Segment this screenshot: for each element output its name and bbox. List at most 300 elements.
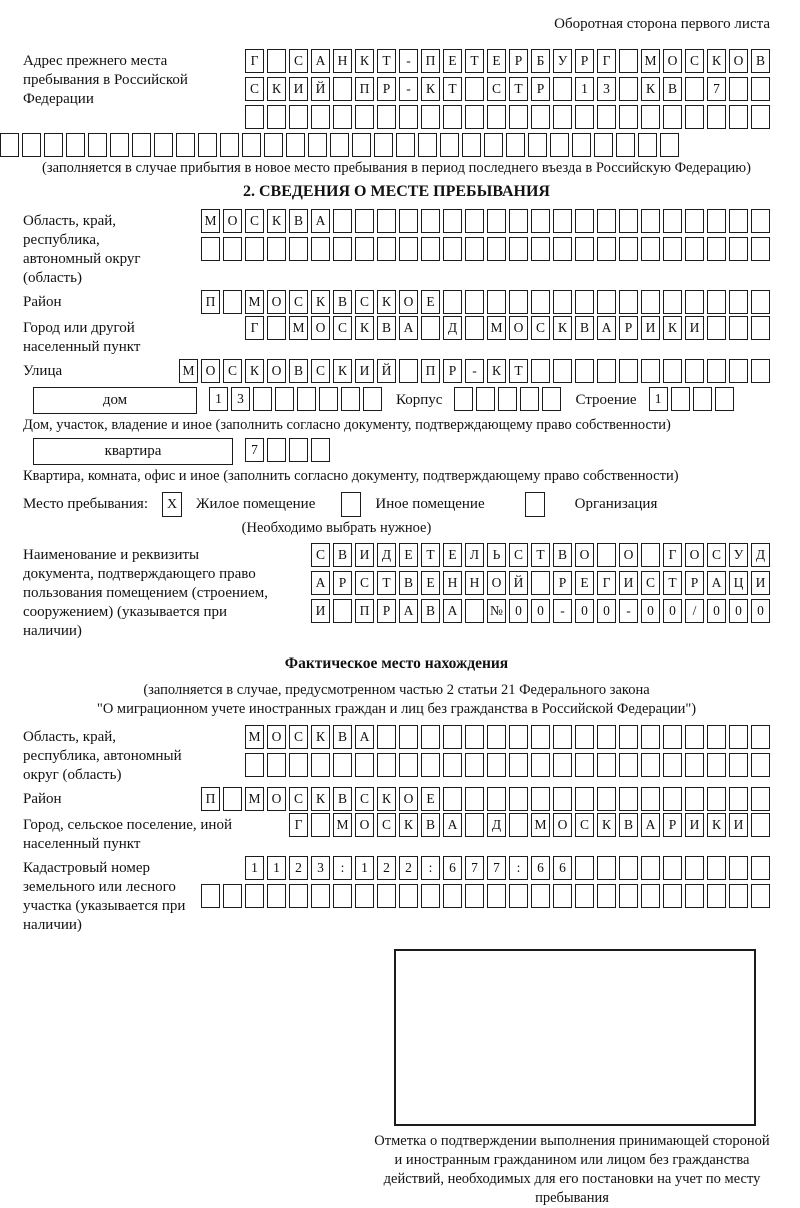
char-cell[interactable] [671, 387, 690, 411]
char-cell[interactable]: 6 [531, 856, 550, 880]
char-cell[interactable] [311, 884, 330, 908]
char-cell[interactable]: 3 [231, 387, 250, 411]
char-cell[interactable] [575, 237, 594, 261]
char-cell[interactable] [399, 237, 418, 261]
char-cell[interactable] [751, 105, 770, 129]
char-cell[interactable]: - [619, 599, 638, 623]
stay-type-residential-checkbox[interactable]: X [162, 492, 182, 517]
char-cell[interactable] [729, 787, 748, 811]
street-cells[interactable] [179, 359, 770, 383]
char-cell[interactable]: 7 [245, 438, 264, 462]
char-cell[interactable] [399, 105, 418, 129]
char-cell[interactable]: В [289, 209, 308, 233]
char-cell[interactable] [751, 316, 770, 340]
char-cell[interactable] [223, 787, 242, 811]
char-cell[interactable]: М [333, 813, 352, 837]
char-cell[interactable] [685, 884, 704, 908]
char-cell[interactable] [619, 77, 638, 101]
char-cell[interactable]: О [509, 316, 528, 340]
char-cell[interactable]: С [289, 725, 308, 749]
char-cell[interactable] [242, 133, 261, 157]
char-cell[interactable] [333, 884, 352, 908]
char-cell[interactable] [399, 725, 418, 749]
char-cell[interactable] [685, 787, 704, 811]
char-cell[interactable]: 0 [575, 599, 594, 623]
char-cell[interactable] [374, 133, 393, 157]
char-cell[interactable]: 1 [575, 77, 594, 101]
char-cell[interactable] [465, 237, 484, 261]
char-cell[interactable] [597, 105, 616, 129]
char-cell[interactable]: М [245, 725, 264, 749]
char-cell[interactable]: 7 [487, 856, 506, 880]
char-cell[interactable]: Г [597, 571, 616, 595]
char-cell[interactable]: 1 [209, 387, 228, 411]
char-cell[interactable] [377, 725, 396, 749]
char-cell[interactable] [487, 787, 506, 811]
char-cell[interactable] [465, 209, 484, 233]
char-cell[interactable]: С [355, 571, 374, 595]
char-cell[interactable] [575, 884, 594, 908]
char-cell[interactable]: В [289, 359, 308, 383]
korpus-cells[interactable] [454, 387, 561, 411]
char-cell[interactable] [421, 316, 440, 340]
char-cell[interactable] [465, 813, 484, 837]
char-cell[interactable]: 2 [289, 856, 308, 880]
char-cell[interactable]: Б [531, 49, 550, 73]
char-cell[interactable] [421, 884, 440, 908]
char-cell[interactable] [553, 725, 572, 749]
char-cell[interactable] [132, 133, 151, 157]
char-cell[interactable]: В [421, 813, 440, 837]
char-cell[interactable] [198, 133, 217, 157]
char-cell[interactable]: О [685, 543, 704, 567]
char-cell[interactable] [465, 753, 484, 777]
prev-address-line-1[interactable] [245, 49, 770, 73]
char-cell[interactable]: И [355, 543, 374, 567]
char-cell[interactable]: Е [421, 787, 440, 811]
char-cell[interactable] [597, 725, 616, 749]
char-cell[interactable] [88, 133, 107, 157]
char-cell[interactable]: Ц [729, 571, 748, 595]
char-cell[interactable]: 0 [509, 599, 528, 623]
char-cell[interactable] [553, 77, 572, 101]
char-cell[interactable]: А [707, 571, 726, 595]
char-cell[interactable] [377, 237, 396, 261]
char-cell[interactable] [245, 753, 264, 777]
char-cell[interactable] [267, 753, 286, 777]
char-cell[interactable] [311, 237, 330, 261]
char-cell[interactable]: Г [245, 49, 264, 73]
char-cell[interactable]: И [619, 571, 638, 595]
char-cell[interactable]: О [223, 209, 242, 233]
char-cell[interactable] [575, 209, 594, 233]
prev-address-line-3[interactable] [245, 105, 770, 129]
char-cell[interactable]: К [487, 359, 506, 383]
char-cell[interactable] [465, 725, 484, 749]
char-cell[interactable] [267, 105, 286, 129]
char-cell[interactable] [333, 209, 352, 233]
char-cell[interactable] [0, 133, 19, 157]
char-cell[interactable] [418, 133, 437, 157]
char-cell[interactable]: А [443, 813, 462, 837]
char-cell[interactable]: М [245, 787, 264, 811]
char-cell[interactable] [751, 884, 770, 908]
char-cell[interactable] [715, 387, 734, 411]
char-cell[interactable]: Н [333, 49, 352, 73]
actual-region-line-2[interactable] [245, 753, 770, 777]
char-cell[interactable] [751, 209, 770, 233]
char-cell[interactable] [707, 316, 726, 340]
char-cell[interactable]: 1 [245, 856, 264, 880]
char-cell[interactable] [421, 725, 440, 749]
char-cell[interactable]: 0 [707, 599, 726, 623]
char-cell[interactable]: Д [487, 813, 506, 837]
char-cell[interactable] [751, 753, 770, 777]
char-cell[interactable]: С [509, 543, 528, 567]
char-cell[interactable] [509, 209, 528, 233]
char-cell[interactable] [377, 209, 396, 233]
char-cell[interactable]: А [641, 813, 660, 837]
stay-type-other-checkbox[interactable] [341, 492, 361, 517]
char-cell[interactable] [553, 753, 572, 777]
char-cell[interactable]: М [641, 49, 660, 73]
char-cell[interactable] [333, 599, 352, 623]
char-cell[interactable]: К [597, 813, 616, 837]
document-line-1[interactable] [311, 543, 770, 567]
char-cell[interactable] [685, 105, 704, 129]
char-cell[interactable] [597, 209, 616, 233]
char-cell[interactable] [729, 316, 748, 340]
char-cell[interactable] [487, 209, 506, 233]
char-cell[interactable] [597, 359, 616, 383]
char-cell[interactable] [509, 753, 528, 777]
char-cell[interactable]: О [663, 49, 682, 73]
char-cell[interactable]: Т [377, 49, 396, 73]
char-cell[interactable] [619, 359, 638, 383]
char-cell[interactable]: К [553, 316, 572, 340]
char-cell[interactable] [575, 856, 594, 880]
char-cell[interactable] [443, 725, 462, 749]
char-cell[interactable] [509, 813, 528, 837]
char-cell[interactable] [751, 856, 770, 880]
char-cell[interactable] [311, 753, 330, 777]
char-cell[interactable] [220, 133, 239, 157]
char-cell[interactable] [465, 290, 484, 314]
char-cell[interactable] [597, 787, 616, 811]
char-cell[interactable] [223, 237, 242, 261]
char-cell[interactable] [443, 787, 462, 811]
char-cell[interactable]: С [707, 543, 726, 567]
char-cell[interactable]: Т [509, 77, 528, 101]
char-cell[interactable]: 6 [443, 856, 462, 880]
char-cell[interactable] [663, 753, 682, 777]
char-cell[interactable]: Ь [487, 543, 506, 567]
char-cell[interactable] [531, 105, 550, 129]
char-cell[interactable] [685, 237, 704, 261]
char-cell[interactable]: С [245, 209, 264, 233]
prev-address-line-2[interactable] [245, 77, 770, 101]
char-cell[interactable] [531, 725, 550, 749]
char-cell[interactable] [201, 884, 220, 908]
char-cell[interactable] [553, 237, 572, 261]
char-cell[interactable] [660, 133, 679, 157]
char-cell[interactable]: В [333, 290, 352, 314]
char-cell[interactable]: И [311, 599, 330, 623]
char-cell[interactable] [575, 725, 594, 749]
char-cell[interactable]: С [531, 316, 550, 340]
char-cell[interactable]: Д [377, 543, 396, 567]
char-cell[interactable] [245, 884, 264, 908]
char-cell[interactable] [685, 856, 704, 880]
char-cell[interactable] [352, 133, 371, 157]
char-cell[interactable]: Т [663, 571, 682, 595]
char-cell[interactable]: - [553, 599, 572, 623]
char-cell[interactable]: К [421, 77, 440, 101]
char-cell[interactable] [509, 884, 528, 908]
char-cell[interactable] [663, 290, 682, 314]
char-cell[interactable] [751, 290, 770, 314]
char-cell[interactable] [487, 753, 506, 777]
char-cell[interactable]: О [267, 787, 286, 811]
char-cell[interactable]: Т [531, 543, 550, 567]
char-cell[interactable] [597, 753, 616, 777]
char-cell[interactable] [729, 290, 748, 314]
char-cell[interactable] [399, 753, 418, 777]
char-cell[interactable] [619, 725, 638, 749]
char-cell[interactable]: А [443, 599, 462, 623]
char-cell[interactable]: 0 [663, 599, 682, 623]
char-cell[interactable] [509, 237, 528, 261]
char-cell[interactable] [707, 753, 726, 777]
char-cell[interactable] [465, 316, 484, 340]
char-cell[interactable] [641, 753, 660, 777]
char-cell[interactable]: К [355, 316, 374, 340]
char-cell[interactable] [465, 884, 484, 908]
char-cell[interactable]: Н [443, 571, 462, 595]
char-cell[interactable] [443, 209, 462, 233]
char-cell[interactable] [597, 237, 616, 261]
char-cell[interactable]: И [289, 77, 308, 101]
char-cell[interactable] [443, 884, 462, 908]
char-cell[interactable] [465, 599, 484, 623]
char-cell[interactable]: К [641, 77, 660, 101]
char-cell[interactable] [443, 290, 462, 314]
cadastral-line-2[interactable] [201, 884, 770, 908]
char-cell[interactable] [286, 133, 305, 157]
char-cell[interactable]: К [311, 725, 330, 749]
char-cell[interactable] [201, 237, 220, 261]
char-cell[interactable]: И [751, 571, 770, 595]
char-cell[interactable] [616, 133, 635, 157]
char-cell[interactable] [267, 884, 286, 908]
char-cell[interactable] [355, 237, 374, 261]
char-cell[interactable] [465, 77, 484, 101]
char-cell[interactable]: Р [575, 49, 594, 73]
char-cell[interactable] [693, 387, 712, 411]
char-cell[interactable]: С [575, 813, 594, 837]
stroenie-cells[interactable] [649, 387, 734, 411]
char-cell[interactable] [597, 856, 616, 880]
prev-address-line-4[interactable] [0, 133, 770, 157]
char-cell[interactable] [531, 209, 550, 233]
char-cell[interactable]: И [685, 813, 704, 837]
char-cell[interactable] [311, 438, 330, 462]
char-cell[interactable] [531, 753, 550, 777]
char-cell[interactable]: Т [421, 543, 440, 567]
char-cell[interactable] [110, 133, 129, 157]
char-cell[interactable]: В [333, 787, 352, 811]
char-cell[interactable] [663, 105, 682, 129]
char-cell[interactable]: : [509, 856, 528, 880]
char-cell[interactable]: М [289, 316, 308, 340]
char-cell[interactable]: У [729, 543, 748, 567]
char-cell[interactable] [154, 133, 173, 157]
char-cell[interactable]: В [377, 316, 396, 340]
char-cell[interactable]: 2 [377, 856, 396, 880]
char-cell[interactable] [396, 133, 415, 157]
char-cell[interactable] [330, 133, 349, 157]
char-cell[interactable] [619, 753, 638, 777]
char-cell[interactable] [751, 787, 770, 811]
char-cell[interactable] [355, 105, 374, 129]
char-cell[interactable] [311, 813, 330, 837]
char-cell[interactable] [355, 884, 374, 908]
char-cell[interactable] [289, 105, 308, 129]
char-cell[interactable]: О [311, 316, 330, 340]
char-cell[interactable] [542, 387, 561, 411]
char-cell[interactable] [476, 387, 495, 411]
char-cell[interactable] [641, 290, 660, 314]
char-cell[interactable]: К [311, 787, 330, 811]
char-cell[interactable]: В [751, 49, 770, 73]
char-cell[interactable] [377, 753, 396, 777]
char-cell[interactable] [663, 359, 682, 383]
char-cell[interactable]: И [355, 359, 374, 383]
char-cell[interactable] [729, 105, 748, 129]
char-cell[interactable] [377, 105, 396, 129]
char-cell[interactable]: Г [597, 49, 616, 73]
char-cell[interactable]: И [729, 813, 748, 837]
char-cell[interactable] [66, 133, 85, 157]
char-cell[interactable] [638, 133, 657, 157]
char-cell[interactable]: К [399, 813, 418, 837]
document-line-3[interactable] [311, 599, 770, 623]
char-cell[interactable] [751, 725, 770, 749]
char-cell[interactable] [597, 884, 616, 908]
char-cell[interactable] [454, 387, 473, 411]
char-cell[interactable]: Т [377, 571, 396, 595]
char-cell[interactable] [663, 725, 682, 749]
char-cell[interactable] [729, 725, 748, 749]
char-cell[interactable]: П [201, 290, 220, 314]
char-cell[interactable]: Й [377, 359, 396, 383]
char-cell[interactable] [245, 105, 264, 129]
char-cell[interactable] [553, 290, 572, 314]
char-cell[interactable] [267, 49, 286, 73]
char-cell[interactable] [355, 209, 374, 233]
apartment-cells[interactable] [245, 438, 330, 462]
char-cell[interactable] [506, 133, 525, 157]
char-cell[interactable]: Е [443, 543, 462, 567]
char-cell[interactable] [707, 290, 726, 314]
char-cell[interactable]: К [377, 787, 396, 811]
char-cell[interactable]: О [553, 813, 572, 837]
char-cell[interactable] [641, 856, 660, 880]
char-cell[interactable] [619, 884, 638, 908]
char-cell[interactable]: : [421, 856, 440, 880]
char-cell[interactable]: Е [575, 571, 594, 595]
char-cell[interactable]: М [487, 316, 506, 340]
char-cell[interactable] [487, 725, 506, 749]
char-cell[interactable]: 0 [531, 599, 550, 623]
char-cell[interactable]: О [729, 49, 748, 73]
char-cell[interactable]: Т [443, 77, 462, 101]
char-cell[interactable] [663, 856, 682, 880]
char-cell[interactable]: 1 [267, 856, 286, 880]
char-cell[interactable] [751, 77, 770, 101]
char-cell[interactable] [267, 316, 286, 340]
char-cell[interactable]: А [597, 316, 616, 340]
char-cell[interactable]: О [355, 813, 374, 837]
char-cell[interactable] [399, 884, 418, 908]
house-cells[interactable] [209, 387, 382, 411]
char-cell[interactable]: О [267, 725, 286, 749]
char-cell[interactable]: Д [751, 543, 770, 567]
char-cell[interactable] [421, 105, 440, 129]
char-cell[interactable]: П [355, 77, 374, 101]
char-cell[interactable]: У [553, 49, 572, 73]
char-cell[interactable] [289, 884, 308, 908]
char-cell[interactable]: О [201, 359, 220, 383]
char-cell[interactable] [462, 133, 481, 157]
char-cell[interactable]: 6 [553, 856, 572, 880]
char-cell[interactable] [531, 787, 550, 811]
char-cell[interactable] [619, 856, 638, 880]
char-cell[interactable]: 2 [399, 856, 418, 880]
char-cell[interactable] [597, 543, 616, 567]
char-cell[interactable] [465, 105, 484, 129]
char-cell[interactable]: К [267, 77, 286, 101]
char-cell[interactable] [223, 290, 242, 314]
char-cell[interactable] [443, 105, 462, 129]
actual-district-cells[interactable] [201, 787, 770, 811]
char-cell[interactable] [443, 237, 462, 261]
document-line-2[interactable] [311, 571, 770, 595]
cadastral-line-1[interactable] [201, 856, 770, 880]
char-cell[interactable] [575, 290, 594, 314]
char-cell[interactable] [509, 787, 528, 811]
district-cells[interactable] [201, 290, 770, 314]
char-cell[interactable]: Р [685, 571, 704, 595]
char-cell[interactable] [319, 387, 338, 411]
char-cell[interactable] [520, 387, 539, 411]
char-cell[interactable] [641, 787, 660, 811]
char-cell[interactable] [729, 753, 748, 777]
char-cell[interactable] [399, 359, 418, 383]
char-cell[interactable] [289, 438, 308, 462]
char-cell[interactable] [421, 209, 440, 233]
actual-region-line-1[interactable] [245, 725, 770, 749]
char-cell[interactable]: - [399, 49, 418, 73]
char-cell[interactable] [333, 105, 352, 129]
char-cell[interactable]: Е [399, 543, 418, 567]
char-cell[interactable]: О [619, 543, 638, 567]
char-cell[interactable]: С [311, 543, 330, 567]
char-cell[interactable]: Е [421, 571, 440, 595]
char-cell[interactable] [267, 438, 286, 462]
char-cell[interactable] [333, 753, 352, 777]
char-cell[interactable]: С [641, 571, 660, 595]
